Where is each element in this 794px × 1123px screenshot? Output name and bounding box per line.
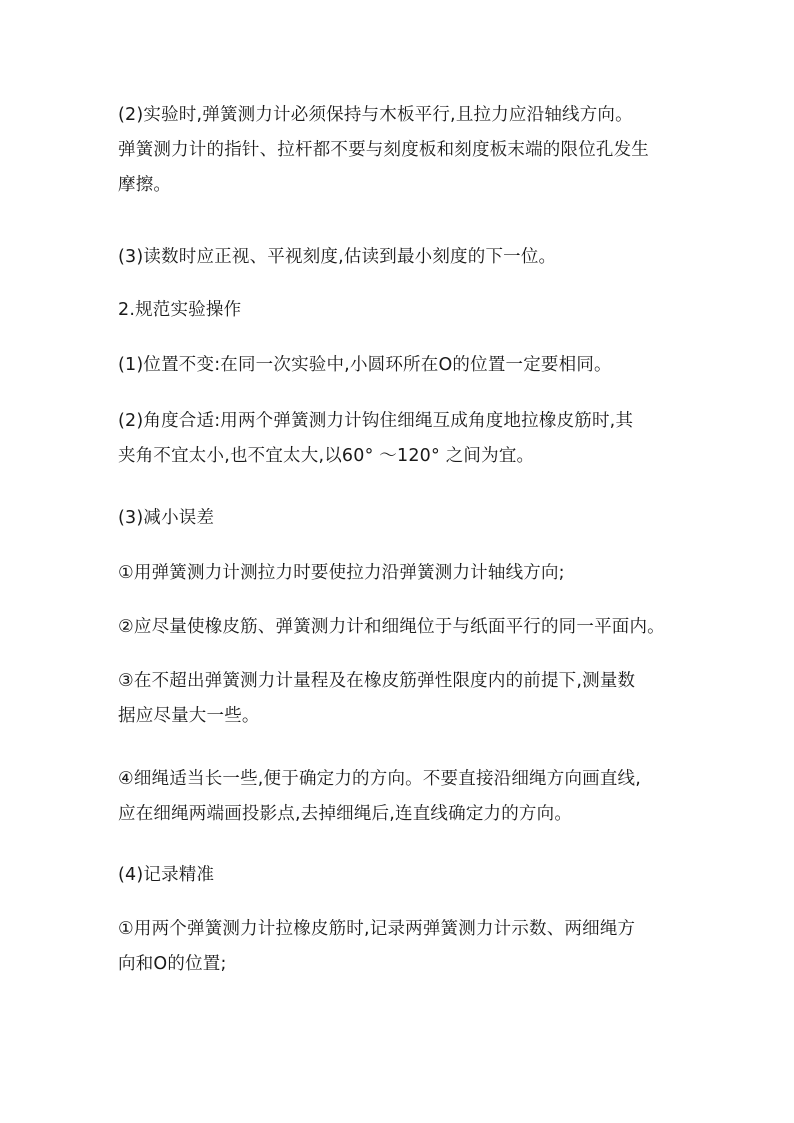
text-line: (2)实验时,弹簧测力计必须保持与木板平行,且拉力应沿轴线方向。 (118, 105, 633, 125)
paragraph-error-item-3 (118, 664, 683, 734)
text-line: 弹簧测力计的指针、拉杆都不要与刻度板和刻度板末端的限位孔发生 (118, 140, 649, 160)
text-line: ②应尽量使橡皮筋、弹簧测力计和细绳位于与纸面平行的同一平面内。 (118, 617, 665, 637)
subheading-record-accurately (118, 858, 683, 893)
text-line: 摩擦。 (118, 175, 172, 195)
paragraph-reading-scale (118, 240, 683, 275)
paragraph-error-item-2 (118, 610, 683, 645)
paragraph-error-item-4 (118, 762, 683, 832)
paragraph-record-item-1 (118, 912, 683, 982)
subheading-reduce-error (118, 501, 683, 536)
paragraph-error-item-1 (118, 556, 683, 591)
text-line: 应在细绳两端画投影点,去掉细绳后,连直线确定力的方向。 (118, 804, 573, 824)
text-line: ④细绳适当长一些,便于确定力的方向。不要直接沿细绳方向画直线, (118, 769, 642, 789)
text-line: ①用弹簧测力计测拉力时要使拉力沿弹簧测力计轴线方向; (118, 563, 565, 583)
text-line: 据应尽量大一些。 (118, 706, 260, 726)
paragraph-position-unchanged (118, 348, 683, 383)
text-line: ③在不超出弹簧测力计量程及在橡皮筋弹性限度内的前提下,测量数 (118, 671, 636, 691)
text-line: 向和O的位置; (118, 954, 227, 974)
paragraph-angle-suitable (118, 404, 683, 474)
text-line: (1)位置不变:在同一次实验中,小圆环所在O的位置一定要相同。 (118, 355, 612, 375)
section-heading-standard-operation (118, 293, 683, 328)
text-line: (3)读数时应正视、平视刻度,估读到最小刻度的下一位。 (118, 247, 557, 267)
text-line: (4)记录精准 (118, 865, 215, 885)
text-line: 夹角不宜太小,也不宜太大,以60° ～120° 之间为宜。 (118, 446, 535, 466)
text-line: (2)角度合适:用两个弹簧测力计钩住细绳互成角度地拉橡皮筋时,其 (118, 411, 634, 431)
text-line: 2.规范实验操作 (118, 300, 242, 320)
text-line: (3)减小误差 (118, 508, 215, 528)
paragraph-spring-scale-parallel (118, 98, 683, 203)
text-line: ①用两个弹簧测力计拉橡皮筋时,记录两弹簧测力计示数、两细绳方 (118, 919, 636, 939)
